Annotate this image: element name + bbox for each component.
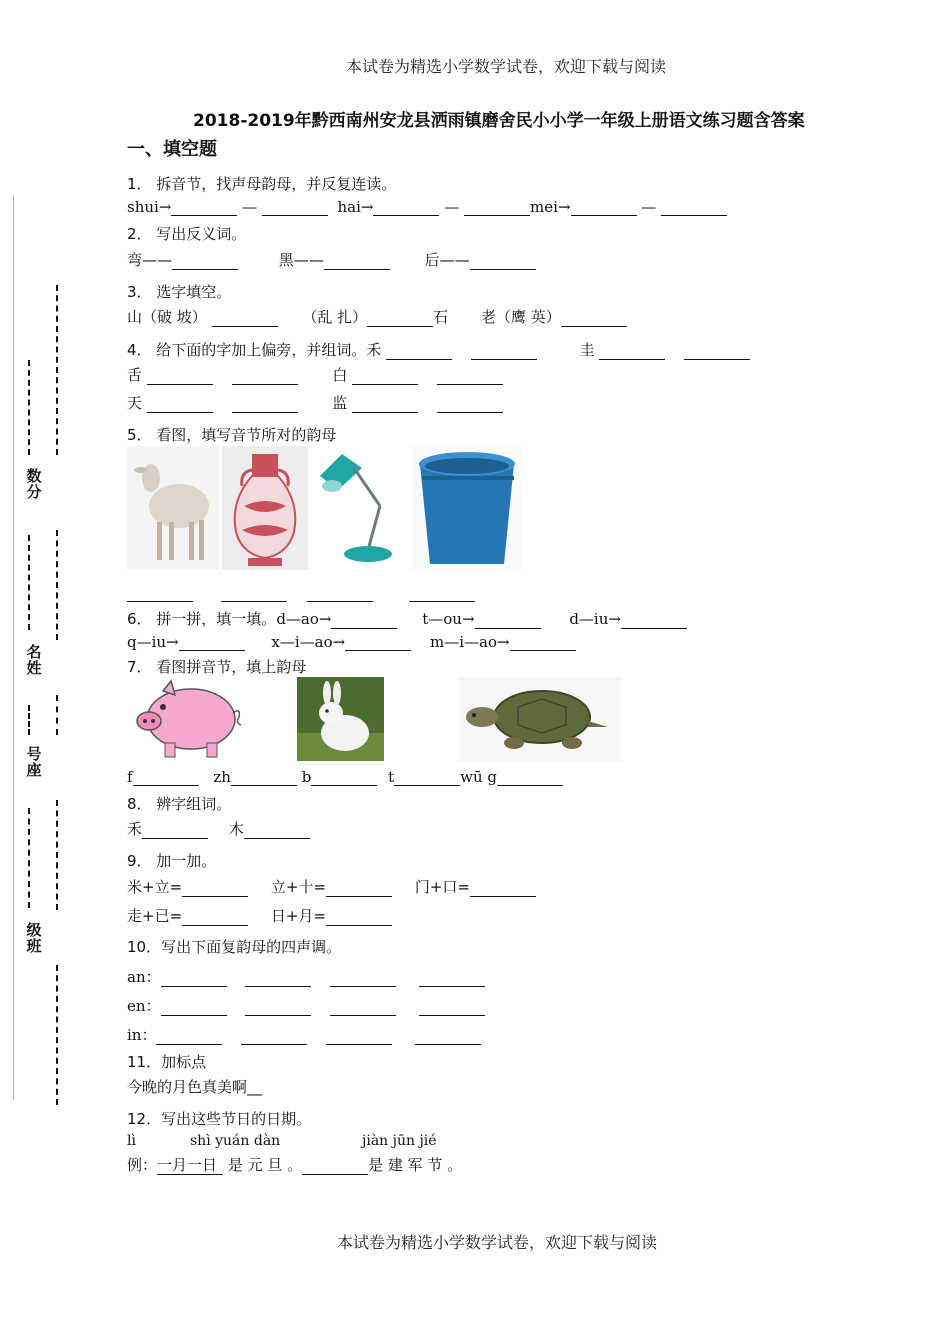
question-12-label: 12．写出这些节日的日期。 (127, 1110, 312, 1128)
question-3-label: 3． 选字填空。 (127, 283, 232, 301)
turtle-image (458, 677, 622, 761)
binding-dashes (56, 285, 60, 455)
question-8-items: 禾 木 (127, 818, 310, 839)
name-label: 名姓 (26, 643, 42, 677)
pinyin-li: lì (127, 1133, 136, 1149)
question-10-row-in: in： (127, 1024, 481, 1045)
question-9-row2: 走+已= 日+月= (127, 905, 392, 926)
binding-margin-line (13, 195, 14, 1100)
vase-image (222, 446, 308, 570)
question-7-items: f zh b t wū g (127, 768, 563, 786)
question-4-row2: 舌 白 (127, 364, 503, 385)
binding-dashes (28, 535, 32, 630)
question-9-label: 9． 加一加。 (127, 852, 217, 870)
question-11-text: 今晚的月色真美啊__ (127, 1078, 263, 1096)
binding-dashes (56, 530, 60, 640)
document-title: 2018-2019年黔西南州安龙县洒雨镇磨舍民小小学一年级上册语文练习题含答案 (193, 111, 805, 131)
bucket-image (412, 446, 522, 570)
question-9-row1: 米+立= 立+十= 门+口= (127, 876, 536, 897)
sheep-image (127, 446, 219, 570)
question-7-label: 7． 看图拼音节，填上韵母 (127, 658, 307, 676)
page-header: 本试卷为精选小学数学试卷，欢迎下载与阅读 (346, 57, 667, 76)
binding-dashes (56, 695, 60, 735)
question-2-items: 弯—— 黑—— 后—— (127, 249, 536, 270)
binding-dashes (56, 800, 60, 910)
binding-dashes (28, 360, 32, 455)
question-3-items: 山（破 坡） （乱 扎） 石 老（鹰 英） (127, 306, 627, 327)
question-5-blanks (127, 584, 475, 602)
question-10-label: 10．写出下面复韵母的四声调。 (127, 938, 342, 956)
question-6-row2: q—iu→ x—i—ao→ m—i—ao→ (127, 633, 576, 651)
page-footer: 本试卷为精选小学数学试卷，欢迎下载与阅读 (337, 1233, 658, 1252)
question-11-label: 11．加标点 (127, 1053, 207, 1071)
binding-dashes (28, 808, 32, 908)
class-label: 级班 (26, 921, 42, 955)
question-1-label: 1． 拆音节，找声母韵母，并反复连读。 (127, 175, 397, 193)
question-4-row3: 天 监 (127, 392, 503, 413)
question-10-row-an: an： (127, 966, 485, 987)
question-6-label: 6． 拼一拼，填一填。d—ao→ t—ou→ d—iu→ (127, 608, 687, 629)
score-label: 数分 (26, 467, 42, 501)
question-2-label: 2． 写出反义词。 (127, 225, 247, 243)
binding-dashes (56, 965, 60, 1105)
rabbit-image (297, 677, 384, 761)
question-10-row-en: en： (127, 995, 485, 1016)
pinyin-yuandan: shì yuán dàn (190, 1133, 281, 1149)
question-5-label: 5． 看图，填写音节所对的韵母 (127, 426, 337, 444)
section-title: 一、填空题 (127, 139, 217, 160)
lamp-image (310, 446, 410, 570)
binding-dashes (28, 705, 32, 735)
question-4-label: 4． 给下面的字加上偏旁，并组词。禾 圭 (127, 339, 750, 360)
question-1-items: shui→ — hai→ — mei→ — (127, 198, 727, 216)
seat-label: 号座 (26, 745, 42, 779)
pig-image (127, 677, 245, 761)
pinyin-jianjunjie: jiàn jūn jié (362, 1133, 437, 1149)
question-12-example: 例：一月一日 是 元 旦 。 是 建 军 节 。 (127, 1156, 463, 1174)
question-8-label: 8． 辨字组词。 (127, 795, 232, 813)
